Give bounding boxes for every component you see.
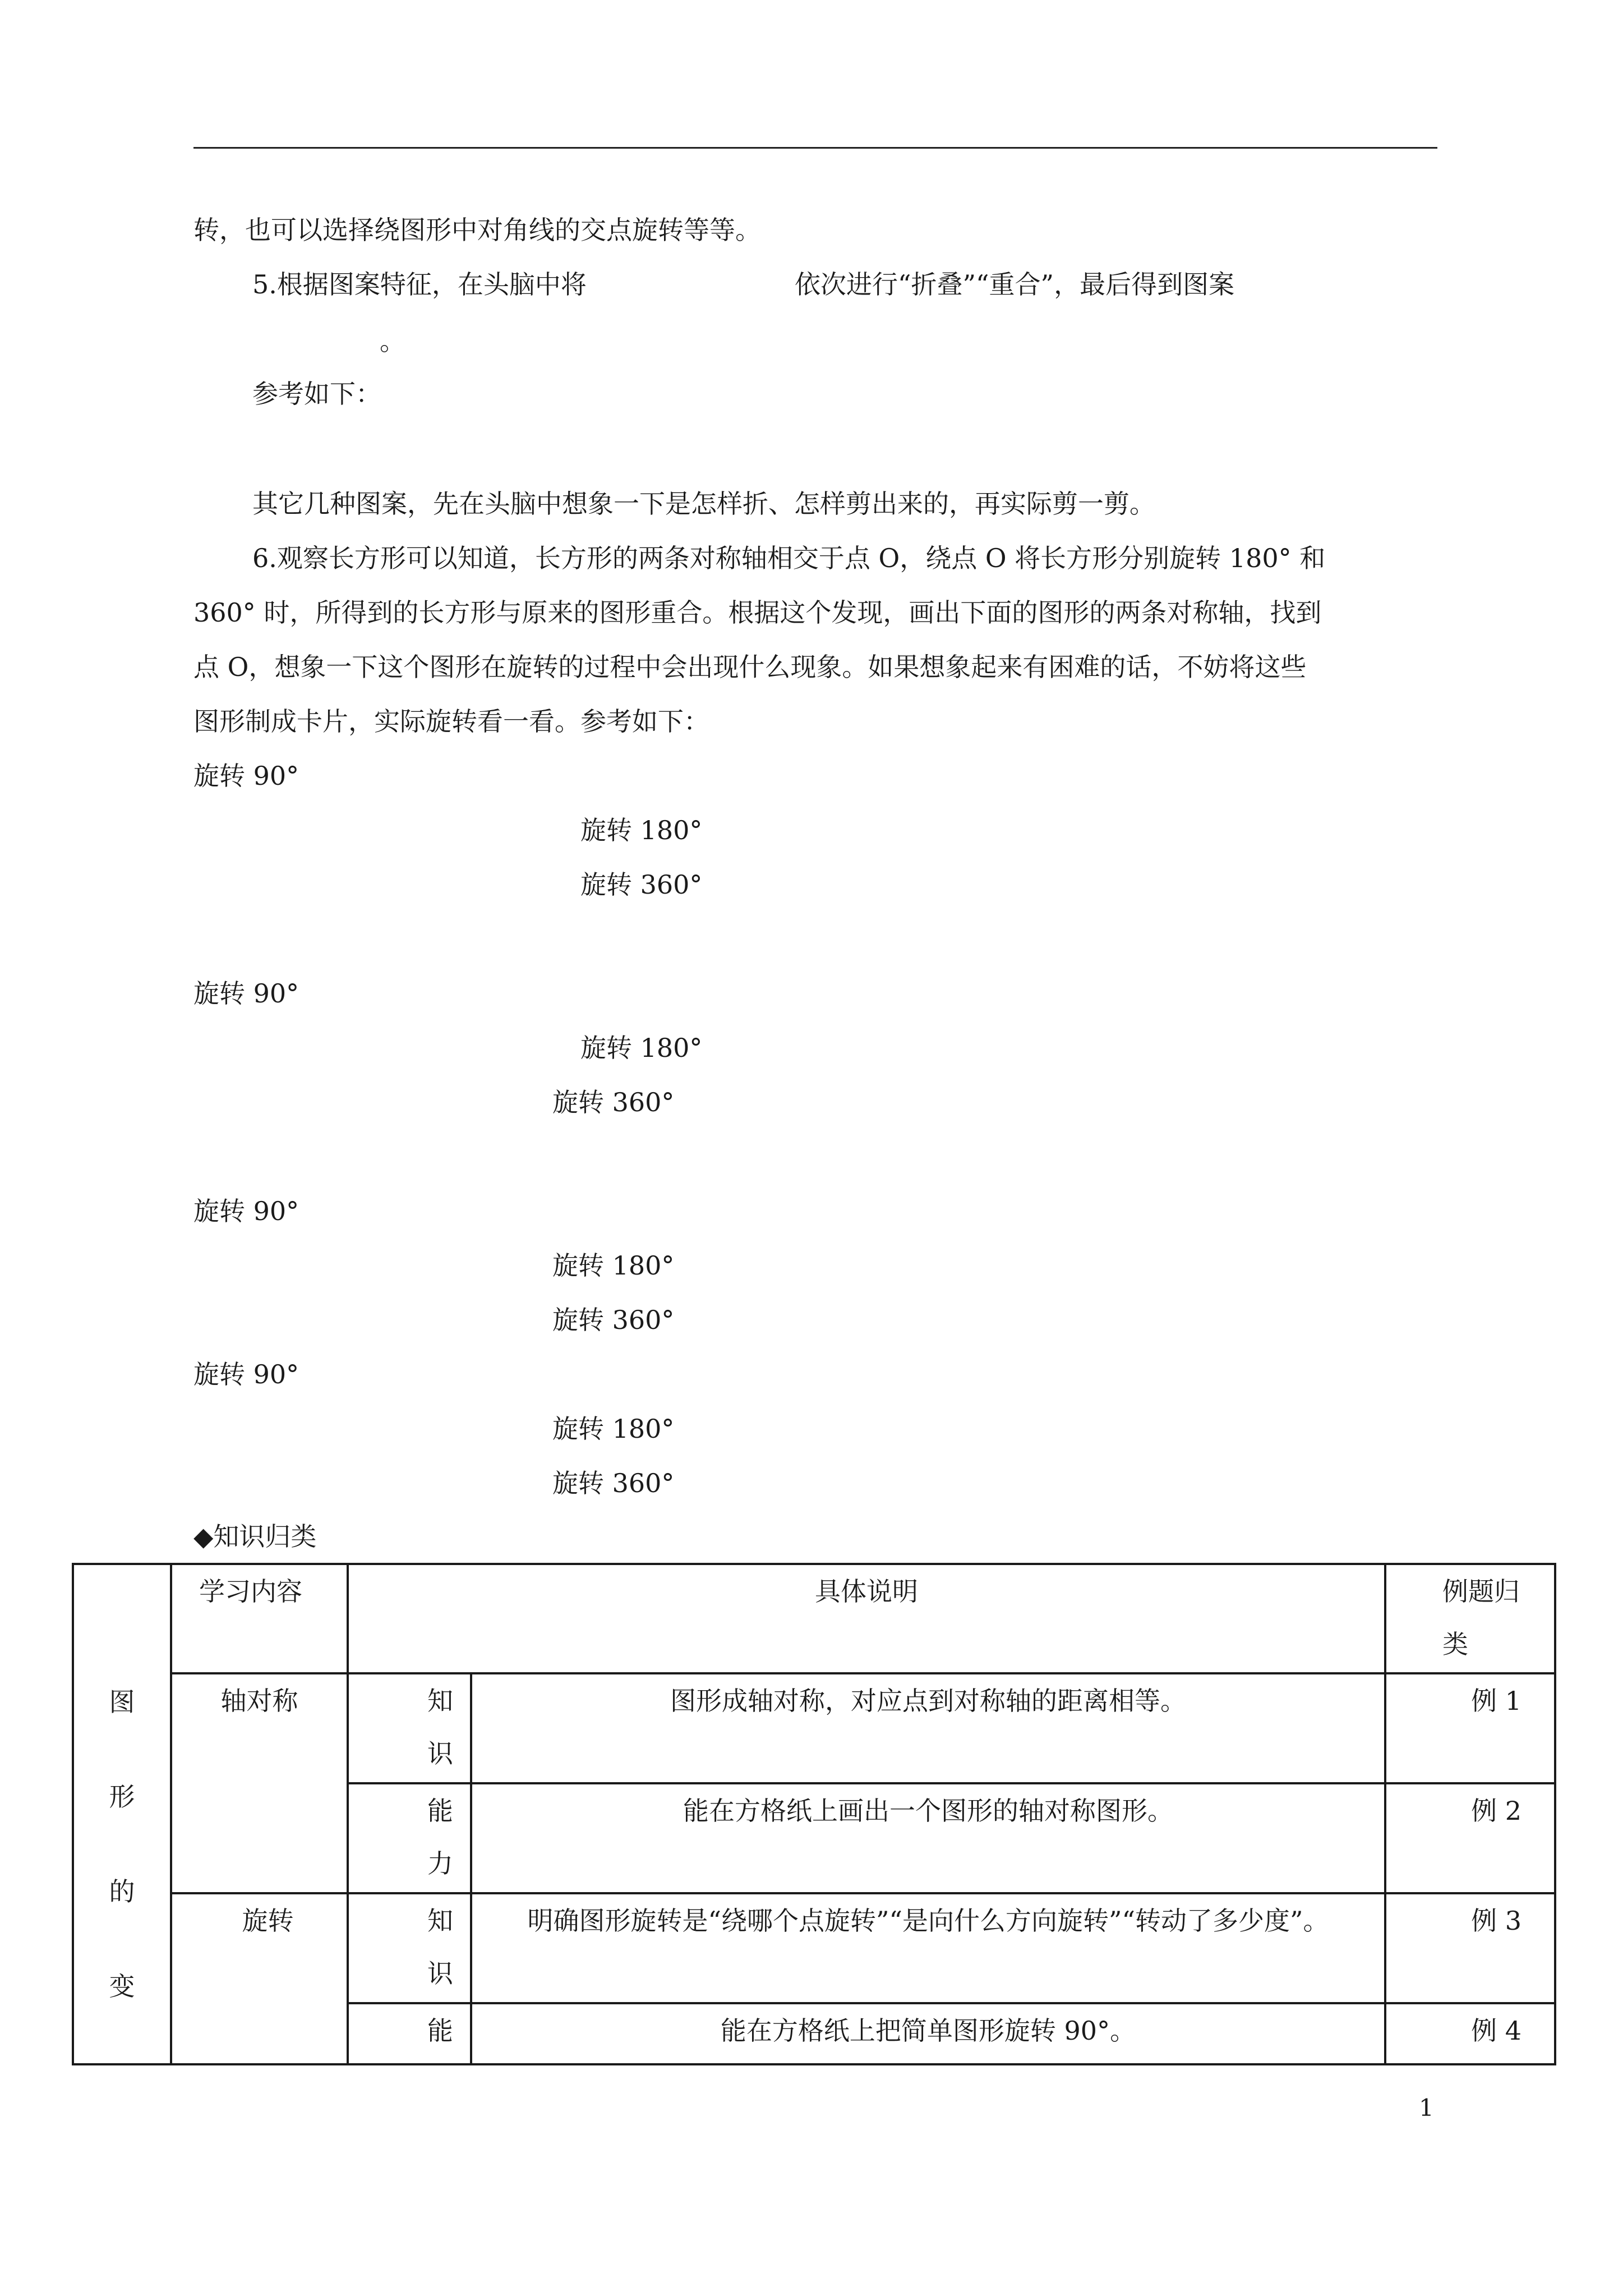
type-cell: 能力 [348, 1783, 471, 1893]
paragraph-line: 图形制成卡片，实际旋转看一看。参考如下： [193, 706, 709, 737]
page-number: 1 [1419, 2094, 1434, 2122]
rotation-90-label: 旋转 90° [193, 1359, 299, 1389]
header-description: 具体说明 [348, 1564, 1385, 1673]
type-cell: 能 [348, 2003, 471, 2064]
type-cell: 知识 [348, 1893, 471, 2003]
side-label-char: 形 [109, 1782, 135, 1812]
description-cell: 能在方格纸上把简单图形旋转 90°。 [471, 2003, 1385, 2064]
side-label-char: 图 [109, 1687, 135, 1717]
paragraph-line: 5.根据图案特征，在头脑中将 [252, 269, 587, 300]
topic-cell: 旋转 [171, 1893, 348, 2064]
paragraph-line: 参考如下： [252, 379, 381, 409]
example-cell: 例 3 [1385, 1893, 1555, 2003]
rotation-180-label: 旋转 180° [552, 1414, 675, 1444]
description-cell: 图形成轴对称，对应点到对称轴的距离相等。 [471, 1673, 1385, 1783]
rotation-90-label: 旋转 90° [193, 761, 299, 791]
side-label-char: 变 [109, 1971, 135, 2001]
side-label-char: 的 [109, 1876, 135, 1907]
paragraph-line: 360° 时，所得到的长方形与原来的图形重合。根据这个发现，画出下面的图形的两条对称轴，找到 [193, 597, 1322, 628]
paragraph-line: 其它几种图案，先在头脑中想象一下是怎样折、怎样剪出来的，再实际剪一剪。 [252, 489, 1155, 519]
paragraph-line: 点 O，想象一下这个图形在旋转的过程中会出现什么现象。如果想象起来有困难的话，不妨将这些 [193, 652, 1307, 682]
rotation-90-label: 旋转 90° [193, 978, 299, 1009]
description-cell: 明确图形旋转是“绕哪个点旋转”“是向什么方向旋转”“转动了多少度”。 [471, 1893, 1385, 2003]
paragraph-line: 6.观察长方形可以知道，长方形的两条对称轴相交于点 O，绕点 O 将长方形分别旋转 180° 和 [252, 543, 1326, 573]
table-row [73, 1673, 1555, 1783]
rotation-360-label: 旋转 360° [552, 1468, 675, 1498]
rotation-360-label: 旋转 360° [580, 869, 703, 900]
example-cell: 例 2 [1385, 1783, 1555, 1893]
rotation-360-label: 旋转 360° [552, 1087, 675, 1117]
table-header-row [73, 1564, 1555, 1673]
example-cell: 例 4 [1385, 2003, 1555, 2064]
knowledge-table [72, 1563, 1556, 2065]
example-cell: 例 1 [1385, 1673, 1555, 1783]
rotation-180-label: 旋转 180° [580, 1033, 703, 1063]
header-rule [193, 147, 1437, 149]
rotation-90-label: 旋转 90° [193, 1196, 299, 1226]
rotation-180-label: 旋转 180° [580, 815, 703, 845]
paragraph-line: 转，也可以选择绕图形中对角线的交点旋转等等。 [193, 215, 761, 245]
paragraph-line: 依次进行“折叠”“重合”，最后得到图案 [795, 269, 1235, 300]
side-label-cell [73, 1564, 171, 2064]
rotation-180-label: 旋转 180° [552, 1250, 675, 1281]
section-title: ◆知识归类 [193, 1521, 317, 1552]
paragraph-line: 。 [380, 326, 405, 356]
type-cell: 知识 [348, 1673, 471, 1783]
description-cell: 能在方格纸上画出一个图形的轴对称图形。 [471, 1783, 1385, 1893]
rotation-360-label: 旋转 360° [552, 1305, 675, 1335]
header-example: 例题归类 [1385, 1564, 1555, 1673]
topic-cell: 轴对称 [171, 1673, 348, 1893]
header-content: 学习内容 [171, 1564, 348, 1673]
table-row [73, 1893, 1555, 2003]
